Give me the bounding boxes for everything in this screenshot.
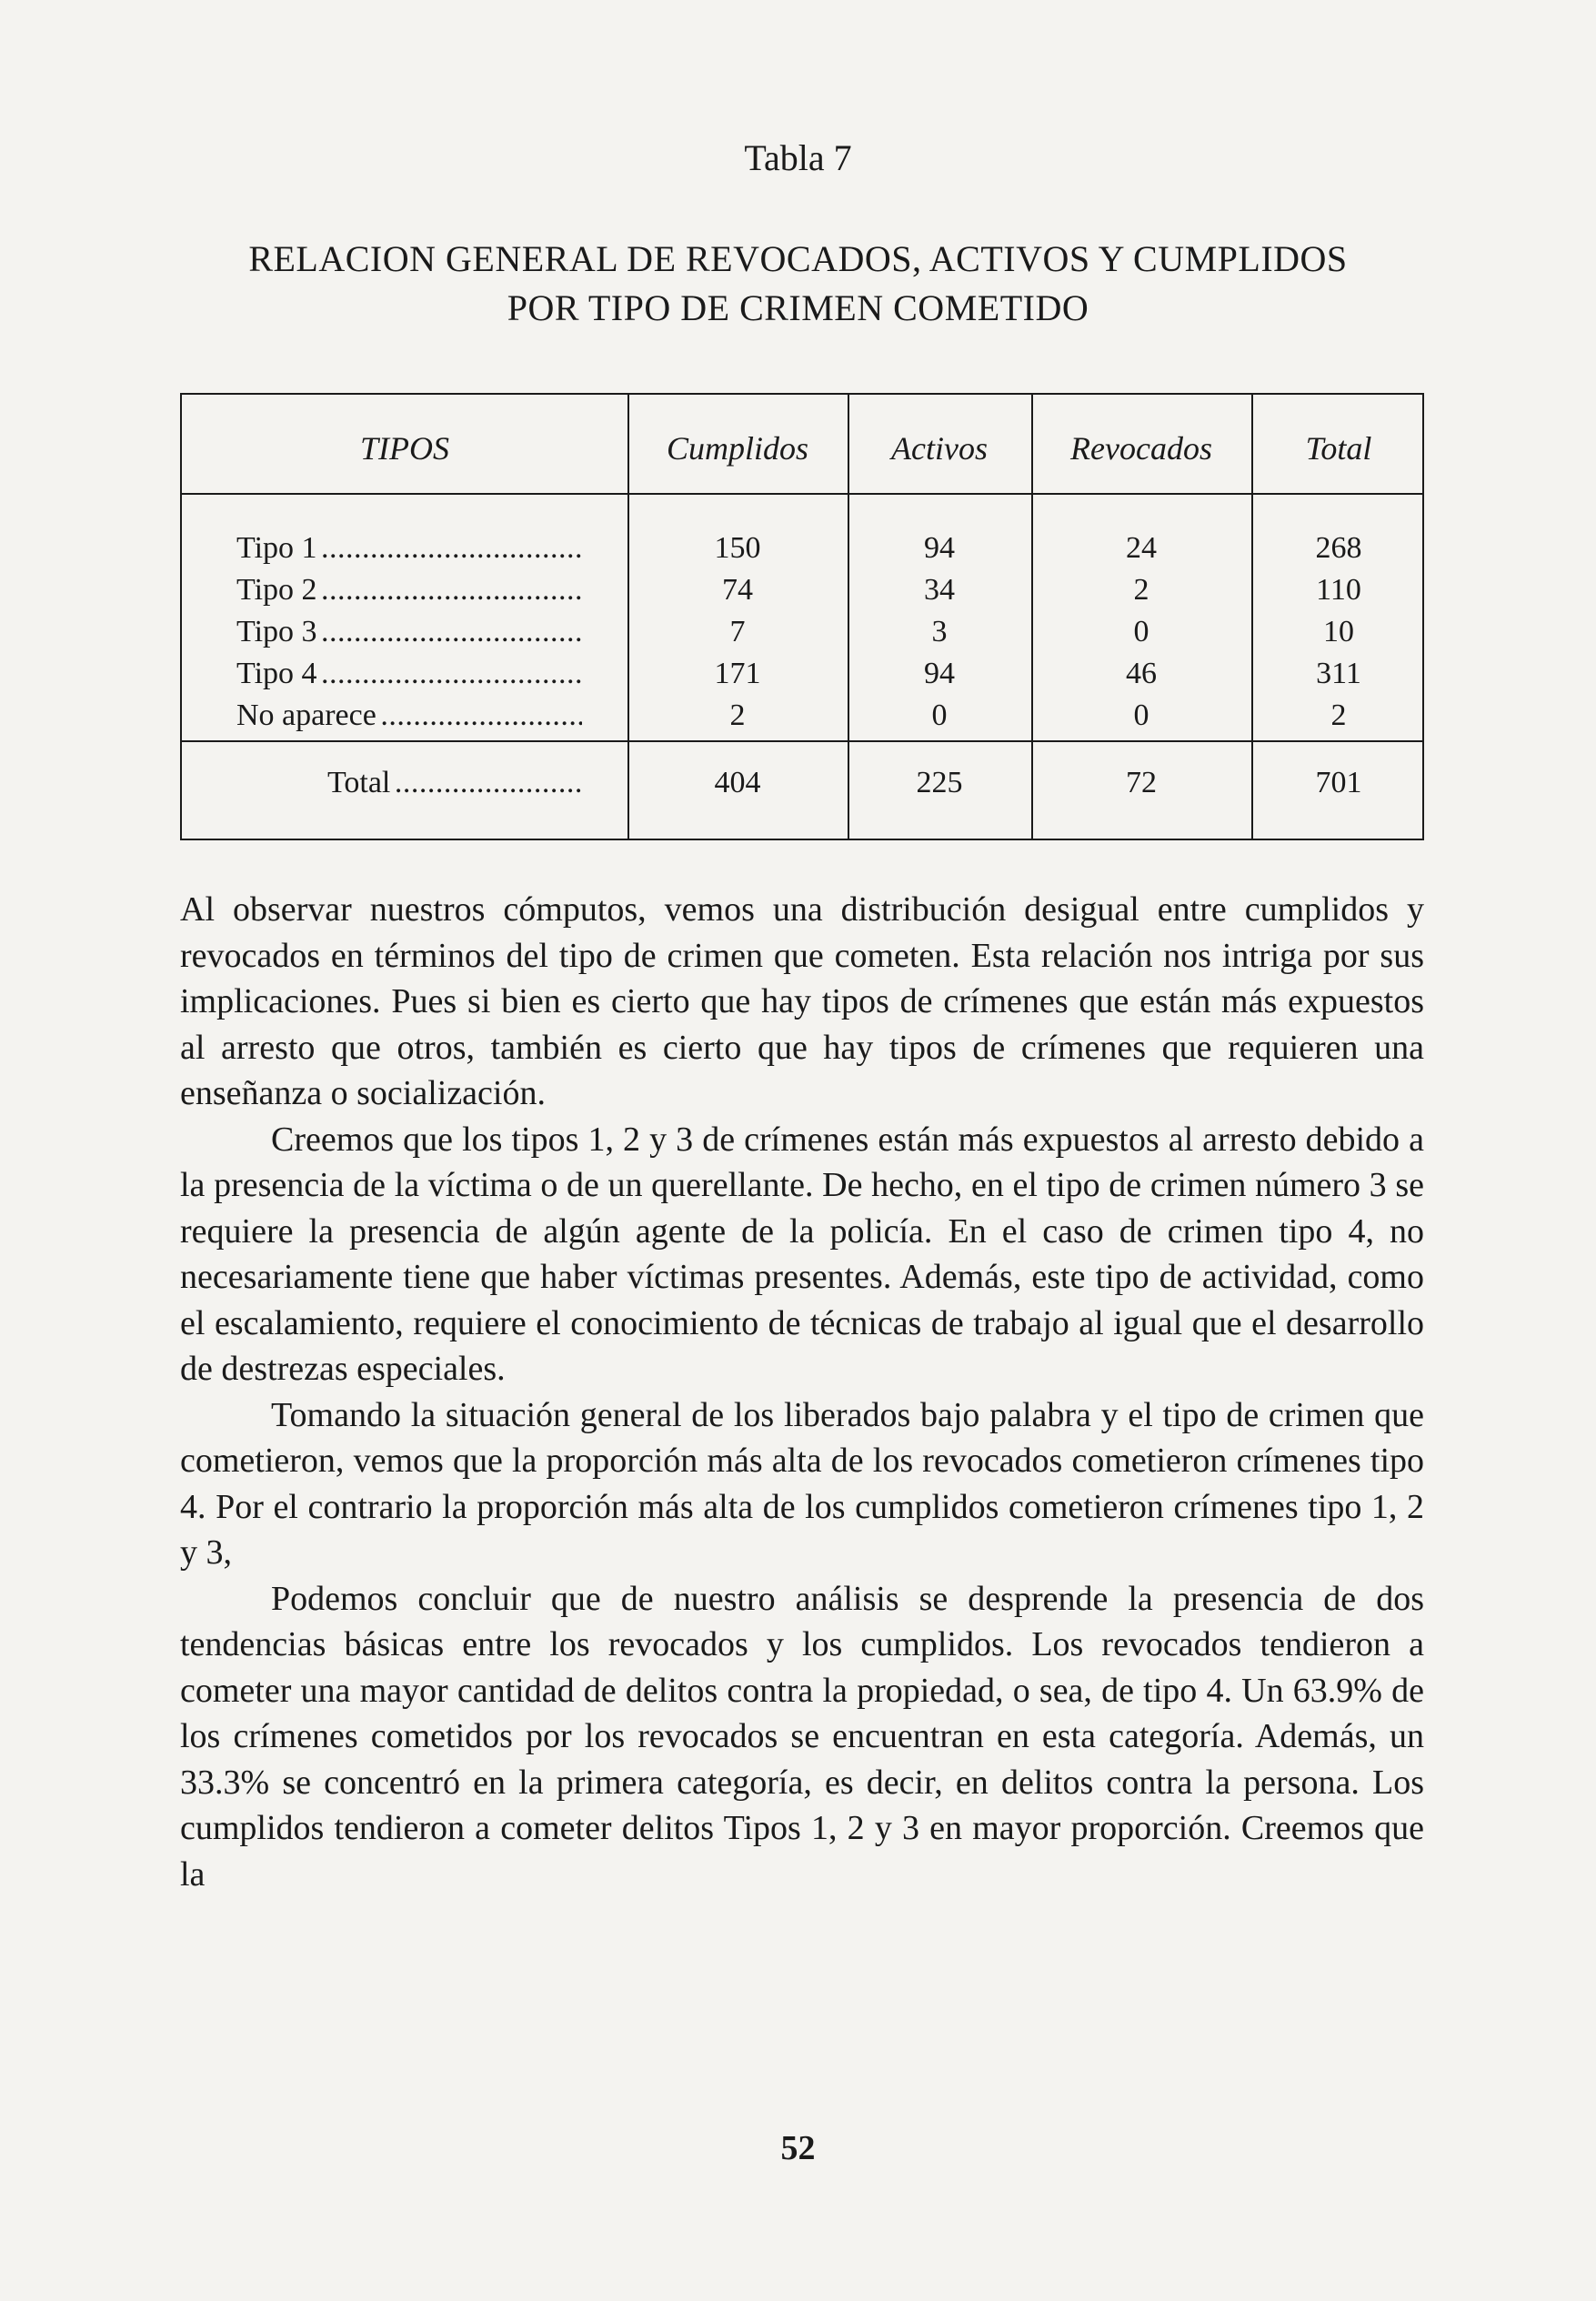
paragraph: Al observar nuestros cómputos, vemos una distribución desigual entre cumplidos y revocados en términos del tipo de crimen que cometen. Esta relación nos intriga por sus implicaciones. Pues si bien es cierto que hay tipos de crímenes que están más expuestos al arresto que otros, también es cierto que hay tipos de crímenes que requieren una enseñanza o socialización.: [180, 890, 1424, 1112]
row-tipo: No aparece . . .: [236, 698, 582, 733]
table-total-row: [327, 766, 1422, 808]
cell-activos: 0: [931, 698, 948, 732]
header-tipos: TIPOS: [360, 430, 449, 467]
table-caption: Tabla 7: [744, 137, 852, 178]
cell-activos: 34: [924, 573, 955, 607]
cell-cumplidos: 171: [714, 657, 761, 690]
cell-cumplidos: 404: [714, 766, 761, 799]
table-row: [236, 615, 1422, 657]
table-row: [236, 657, 1422, 698]
cell-total: 10: [1323, 615, 1354, 648]
cell-revocados: 24: [1126, 531, 1157, 565]
row-tipo: Total . . .: [327, 766, 582, 800]
body-text: [180, 887, 1424, 1897]
header-rule: [182, 493, 1422, 495]
row-tipo: Tipo 2 . . .: [236, 573, 582, 608]
cell-revocados: 0: [1133, 615, 1149, 648]
cell-cumplidos: 7: [729, 615, 746, 648]
header-activos: Activos: [891, 430, 988, 467]
row-tipo: Tipo 4 . . .: [236, 657, 582, 691]
cell-total: 701: [1315, 766, 1362, 799]
cell-activos: 94: [924, 531, 955, 565]
header-total: Total: [1305, 430, 1372, 467]
data-table: [180, 393, 1424, 840]
paragraph: Podemos concluir que de nuestro análisis se desprende la presencia de dos tendencias básicas entre los revocados y los cumplidos. Los revocados tendieron a cometer una mayor cantidad de delitos contra la propiedad, o sea, de tipo 4. Un 63.9% de los crímenes cometidos por los revocados se encuentran en esta categoría. Además, un 33.3% se concentró en la primera categoría, es decir, en delitos contra la persona. Los cumplidos tendieron a cometer delitos Tipos 1, 2 y 3 en mayor proporción. Creemos que la: [180, 1579, 1424, 1894]
cell-total: 110: [1316, 573, 1361, 607]
table-row: [236, 698, 1422, 740]
table-title-line-1: RELACION GENERAL DE REVOCADOS, ACTIVOS Y CUMPLIDOS: [248, 238, 1348, 279]
cell-revocados: 72: [1126, 766, 1157, 799]
table-title: [136, 235, 1460, 333]
table-row: [236, 573, 1422, 615]
cell-cumplidos: 150: [714, 531, 761, 565]
cell-activos: 225: [916, 766, 963, 799]
cell-activos: 94: [924, 657, 955, 690]
paragraph: Tomando la situación general de los liberados bajo palabra y el tipo de crimen que cometieron, vemos que la proporción más alta de los revocados cometieron crímenes tipo 4. Por el contrario la proporción más alta de los cumplidos cometieron crímenes tipo 1, 2 y 3,: [180, 1395, 1424, 1572]
header-cumplidos: Cumplidos: [666, 430, 809, 467]
cell-total: 268: [1315, 531, 1362, 565]
header-revocados: Revocados: [1070, 430, 1212, 467]
paragraph: Creemos que los tipos 1, 2 y 3 de crímenes están más expuestos al arresto debido a la presencia de la víctima o de un querellante. De hecho, en el tipo de crimen número 3 se requiere la presencia de algún agente de la policía. En el caso de crimen tipo 4, no necesariamente tiene que haber víctimas presentes. Además, este tipo de actividad, como el escalamiento, requiere el conocimiento de técnicas de trabajo al igual que el desarrollo de destrezas especiales.: [180, 1120, 1424, 1388]
table-title-line-2: POR TIPO DE CRIMEN COMETIDO: [507, 287, 1089, 328]
cell-total: 2: [1330, 698, 1347, 732]
cell-revocados: 46: [1126, 657, 1157, 690]
cell-revocados: 2: [1133, 573, 1149, 607]
cell-cumplidos: 2: [729, 698, 746, 732]
cell-activos: 3: [931, 615, 948, 648]
row-tipo: Tipo 1 . . .: [236, 531, 582, 566]
cell-total: 311: [1316, 657, 1361, 690]
row-tipo: Tipo 3 . . .: [236, 615, 582, 649]
cell-revocados: 0: [1133, 698, 1149, 732]
table-row: [236, 531, 1422, 573]
total-rule: [182, 740, 1422, 742]
page-number: 52: [780, 2129, 816, 2167]
cell-cumplidos: 74: [722, 573, 753, 607]
